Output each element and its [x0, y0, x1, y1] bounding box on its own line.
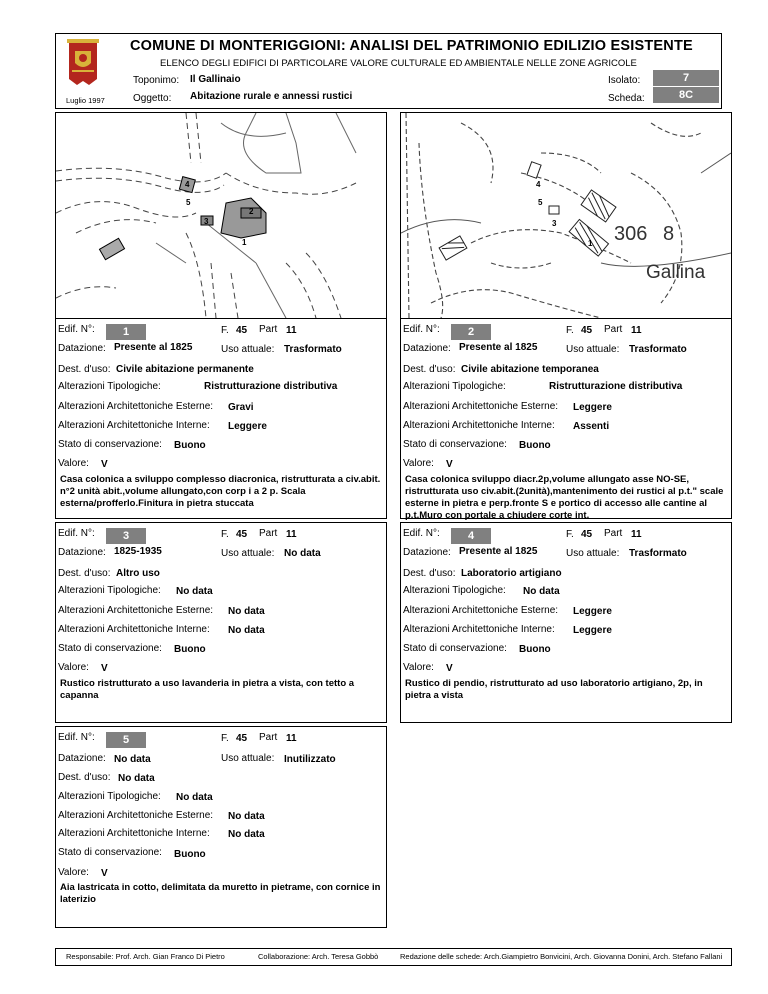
building-card-4: [400, 522, 732, 723]
page-title: COMUNE DI MONTERIGGIONI: ANALISI DEL PATRIMONIO EDILIZIO ESISTENTE: [130, 38, 693, 54]
map-topographic: [400, 112, 732, 319]
footer-responsabile: Responsabile: Prof. Arch. Gian Franco Di Pietro: [66, 952, 225, 961]
building-description: Rustico ristrutturato a uso lavanderia in pietra a vista, con tetto a capanna: [60, 678, 355, 701]
edif-label: Edif. N°:: [58, 732, 95, 743]
stato-value: Buono: [174, 440, 206, 451]
map-place-name: Gallina: [646, 262, 706, 283]
alt-tip-value: No data: [176, 792, 213, 803]
datazione-label: Datazione:: [403, 547, 451, 558]
part-label: Part: [259, 732, 278, 743]
datazione-label: Datazione:: [58, 547, 106, 558]
alt-int-label: Alterazioni Architettoniche Interne:: [403, 624, 555, 635]
map-left-label-3: 3: [204, 217, 209, 226]
part-value: 11: [631, 325, 642, 336]
alt-int-value: Assenti: [573, 421, 610, 432]
dest-value: Laboratorio artigiano: [461, 568, 562, 579]
edif-label: Edif. N°:: [403, 528, 440, 539]
map-right-label-5: 5: [538, 198, 543, 207]
edif-label: Edif. N°:: [58, 528, 95, 539]
alt-int-value: No data: [228, 625, 265, 636]
alt-est-value: Gravi: [228, 402, 254, 413]
datazione-value: Presente al 1825: [459, 342, 538, 353]
foglio-label: F.: [221, 325, 229, 336]
uso-attuale-label: Uso attuale:: [566, 548, 620, 559]
valore-label: Valore:: [58, 458, 89, 469]
stato-label: Stato di conservazione:: [403, 439, 507, 450]
foglio-value: 45: [581, 529, 593, 540]
datazione-label: Datazione:: [58, 343, 106, 354]
valore-value: V: [101, 663, 108, 674]
building-card-1: [55, 318, 387, 519]
alt-tip-value: Ristrutturazione distributiva: [549, 381, 683, 392]
uso-attuale-value: No data: [284, 548, 321, 559]
map-cadastral: [55, 112, 387, 319]
building-card-2: [400, 318, 732, 519]
footer: [55, 948, 732, 966]
foglio-label: F.: [221, 529, 229, 540]
uso-attuale-label: Uso attuale:: [221, 548, 275, 559]
edif-number-badge: 2: [451, 324, 491, 340]
stato-label: Stato di conservazione:: [58, 847, 162, 858]
part-label: Part: [604, 324, 623, 335]
alt-est-value: No data: [228, 606, 265, 617]
edif-number-badge: 4: [451, 528, 491, 544]
datazione-value: Presente al 1825: [114, 342, 193, 353]
valore-label: Valore:: [403, 662, 434, 673]
foglio-value: 45: [581, 325, 593, 336]
uso-attuale-value: Inutilizzato: [284, 754, 336, 765]
uso-attuale-label: Uso attuale:: [566, 344, 620, 355]
alt-tip-label: Alterazioni Tipologiche:: [58, 381, 161, 392]
building-card-5: [55, 726, 387, 928]
alt-est-label: Alterazioni Architettoniche Esterne:: [403, 401, 559, 412]
alt-int-label: Alterazioni Architettoniche Interne:: [58, 828, 210, 839]
alt-tip-label: Alterazioni Tipologiche:: [403, 585, 506, 596]
datazione-label: Datazione:: [58, 753, 106, 764]
oggetto-label: Oggetto:: [133, 93, 172, 104]
alt-est-value: Leggere: [573, 402, 612, 413]
uso-attuale-label: Uso attuale:: [221, 344, 275, 355]
foglio-label: F.: [221, 733, 229, 744]
map-right-label-1: 1: [588, 239, 593, 248]
foglio-value: 45: [236, 733, 248, 744]
uso-attuale-value: Trasformato: [629, 344, 687, 355]
datazione-value: No data: [114, 754, 151, 765]
foglio-value: 45: [236, 529, 248, 540]
stato-label: Stato di conservazione:: [403, 643, 507, 654]
alt-tip-label: Alterazioni Tipologiche:: [58, 585, 161, 596]
dest-value: Altro uso: [116, 568, 160, 579]
scheda-label: Scheda:: [608, 93, 645, 104]
footer-redazione: Redazione delle schede: Arch.Giampietro Bonvicini, Arch. Giovanna Donini, Arch. Stefano Fallani: [400, 952, 723, 961]
dest-label: Dest. d'uso:: [58, 568, 111, 579]
building-description: Casa colonica a sviluppo complesso diacronica, ristrutturata a civ.abit. n°2 unità abit.,volume allungato,con corp i a 2 p. Scala esterna/profferlo.Finitura in pietra stuccata: [60, 474, 381, 509]
part-value: 11: [286, 529, 297, 540]
valore-value: V: [101, 459, 108, 470]
alt-est-label: Alterazioni Architettoniche Esterne:: [403, 605, 559, 616]
alt-int-value: Leggere: [228, 421, 267, 432]
valore-label: Valore:: [403, 458, 434, 469]
alt-est-value: No data: [228, 811, 265, 822]
foglio-label: F.: [566, 325, 574, 336]
dest-label: Dest. d'uso:: [403, 568, 456, 579]
toponimo-label: Toponimo:: [133, 75, 180, 86]
map-left-label-4: 4: [185, 180, 190, 189]
alt-tip-value: Ristrutturazione distributiva: [204, 381, 338, 392]
footer-collaborazione: Collaborazione: Arch. Teresa Gobbò: [258, 952, 379, 961]
part-label: Part: [604, 528, 623, 539]
alt-int-label: Alterazioni Architettoniche Interne:: [58, 624, 210, 635]
map-left-label-1: 1: [242, 238, 247, 247]
uso-attuale-label: Uso attuale:: [221, 753, 275, 764]
part-value: 11: [631, 529, 642, 540]
stato-value: Buono: [174, 644, 206, 655]
dest-value: No data: [118, 773, 155, 784]
building-description: Rustico di pendio, ristrutturato ad uso laboratorio artigiano, 2p, in pietra a vista: [405, 678, 703, 701]
toponimo-value: Il Gallinaio: [190, 74, 241, 85]
alt-est-value: Leggere: [573, 606, 612, 617]
dest-label: Dest. d'uso:: [403, 364, 456, 375]
alt-int-value: Leggere: [573, 625, 612, 636]
stato-value: Buono: [519, 644, 551, 655]
datazione-value: 1825-1935: [114, 546, 162, 557]
map-elevation-decimal: 8: [663, 223, 675, 245]
part-label: Part: [259, 324, 278, 335]
stato-label: Stato di conservazione:: [58, 439, 162, 450]
foglio-value: 45: [236, 325, 248, 336]
edif-label: Edif. N°:: [403, 324, 440, 335]
isolato-badge: 7: [653, 70, 719, 86]
datazione-value: Presente al 1825: [459, 546, 538, 557]
dest-label: Dest. d'uso:: [58, 364, 111, 375]
stato-value: Buono: [174, 849, 206, 860]
valore-label: Valore:: [58, 662, 89, 673]
alt-tip-label: Alterazioni Tipologiche:: [403, 381, 506, 392]
coat-of-arms-icon: [63, 37, 103, 92]
alt-est-label: Alterazioni Architettoniche Esterne:: [58, 605, 214, 616]
edif-number-badge: 3: [106, 528, 146, 544]
dest-value: Civile abitazione temporanea: [461, 364, 599, 375]
edif-number-badge: 5: [106, 732, 146, 748]
map-elevation-number: 306: [614, 223, 648, 245]
page-subtitle: ELENCO DEGLI EDIFICI DI PARTICOLARE VALORE CULTURALE ED AMBIENTALE NELLE ZONE AGRICOLE: [160, 58, 637, 69]
alt-est-label: Alterazioni Architettoniche Esterne:: [58, 401, 214, 412]
edif-number-badge: 1: [106, 324, 146, 340]
datazione-label: Datazione:: [403, 343, 451, 354]
date-label: Luglio 1997: [66, 96, 105, 105]
map-right-label-3: 3: [552, 219, 557, 228]
dest-label: Dest. d'uso:: [58, 772, 111, 783]
valore-label: Valore:: [58, 867, 89, 878]
stato-value: Buono: [519, 440, 551, 451]
part-value: 11: [286, 325, 297, 336]
isolato-label: Isolato:: [608, 75, 641, 86]
edif-label: Edif. N°:: [58, 324, 95, 335]
alt-int-value: No data: [228, 829, 265, 840]
alt-int-label: Alterazioni Architettoniche Interne:: [403, 420, 555, 431]
stato-label: Stato di conservazione:: [58, 643, 162, 654]
map-left-label-5: 5: [186, 198, 191, 207]
alt-tip-value: No data: [523, 586, 560, 597]
foglio-label: F.: [566, 529, 574, 540]
valore-value: V: [101, 868, 108, 879]
uso-attuale-value: Trasformato: [284, 344, 342, 355]
alt-est-label: Alterazioni Architettoniche Esterne:: [58, 810, 214, 821]
scheda-badge: 8C: [653, 87, 719, 103]
building-card-3: [55, 522, 387, 723]
map-left-label-2: 2: [249, 207, 254, 216]
dest-value: Civile abitazione permanente: [116, 364, 254, 375]
part-label: Part: [259, 528, 278, 539]
uso-attuale-value: Trasformato: [629, 548, 687, 559]
map-right-label-4: 4: [536, 180, 541, 189]
oggetto-value: Abitazione rurale e annessi rustici: [190, 91, 353, 102]
building-description: Casa colonica sviluppo diacr.2p,volume allungato asse NO-SE, ristrutturata uso civ.abit.(2unità),mantenimento dei rustici al p.t." scale esterne in pietra e perp.fronte S e portico di accesso alle cantine al p.t.Muro con portale a chiudere corte int.: [405, 474, 724, 521]
building-description: Aia lastricata in cotto, delimitata da muretto in pietrame, con cornice in laterizio: [60, 882, 381, 905]
valore-value: V: [446, 459, 453, 470]
alt-tip-value: No data: [176, 586, 213, 597]
alt-tip-label: Alterazioni Tipologiche:: [58, 791, 161, 802]
valore-value: V: [446, 663, 453, 674]
alt-int-label: Alterazioni Architettoniche Interne:: [58, 420, 210, 431]
part-value: 11: [286, 733, 297, 744]
